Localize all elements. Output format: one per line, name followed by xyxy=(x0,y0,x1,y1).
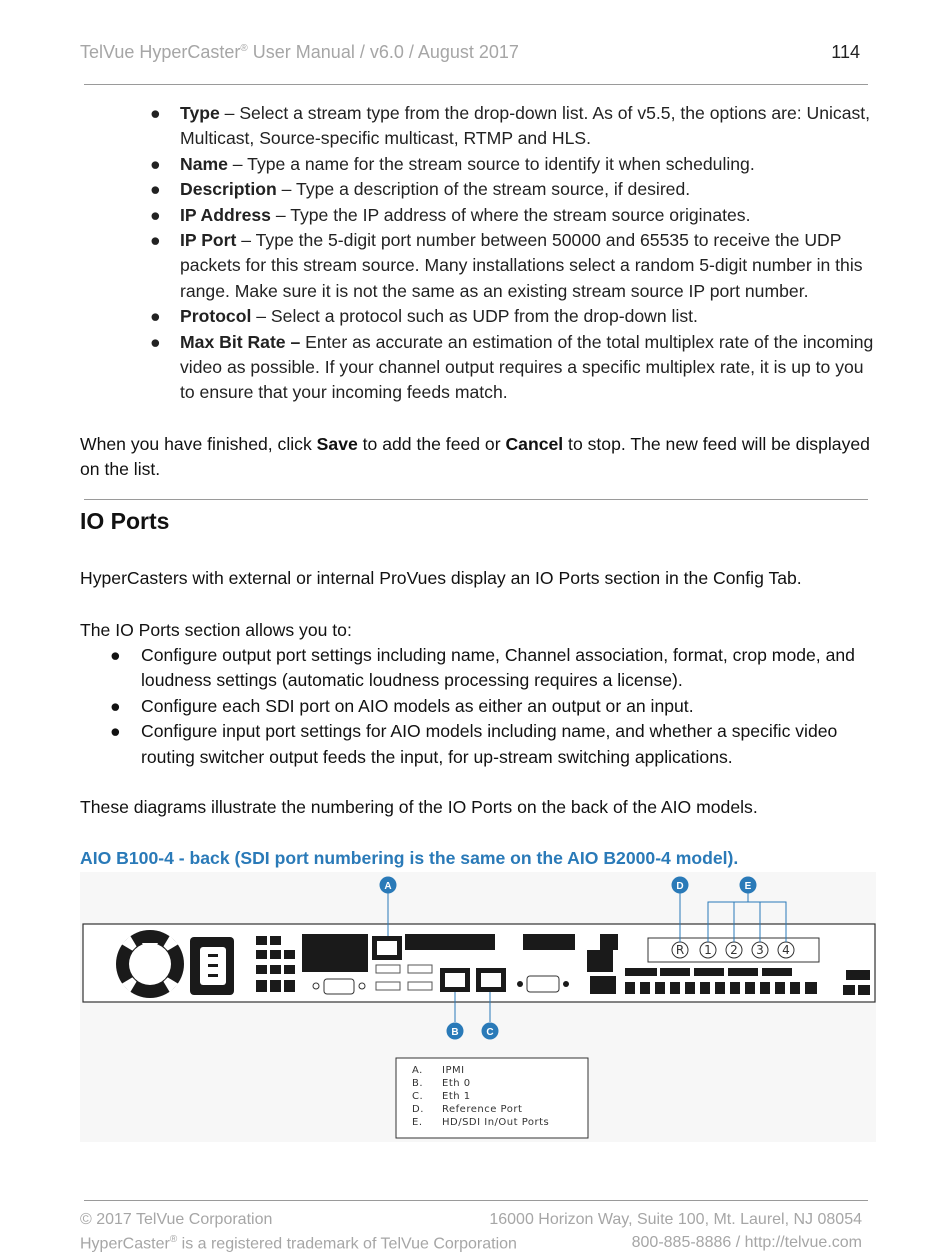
diagram-caption: AIO B100-4 - back (SDI port numbering is the same on the AIO B2000-4 model). xyxy=(80,848,739,868)
port-legend xyxy=(396,1058,588,1138)
list-item: ● Configure each SDI port on AIO models as either an output or an input. xyxy=(110,695,694,716)
legend-label: IPMI xyxy=(442,1065,465,1076)
finish-paragraph: When you have finished, click Save to add the feed or Cancel to stop. The new feed will be displayed on the list. xyxy=(80,434,870,480)
list-item: ● Description – Type a description of the stream source, if desired. xyxy=(150,179,691,200)
section-rule xyxy=(84,499,868,500)
list-item: ● Configure input port settings for AIO models including name, and whether a specific video routing switcher output feeds the input, for up-stream switching applications. xyxy=(110,721,838,767)
ipmi-port-icon xyxy=(372,936,402,960)
section-title: IO Ports xyxy=(80,508,170,534)
sdi-port-label: R xyxy=(675,943,685,957)
list-item: ● IP Address – Type the IP address of where the stream source originates. xyxy=(150,204,751,225)
legend-label: HD/SDI In/Out Ports xyxy=(442,1117,550,1128)
eth1-port-icon xyxy=(476,968,506,992)
legend-letter: E. xyxy=(412,1117,423,1128)
eth0-port-icon xyxy=(440,968,470,992)
fan-icon xyxy=(116,930,184,998)
io-capability-list xyxy=(110,643,880,770)
marker-a: A xyxy=(384,881,392,892)
manual-title: TelVue HyperCaster® User Manual / v6.0 / August 2017 xyxy=(80,42,519,62)
contact-text: 800-885-8886 / http://telvue.com xyxy=(631,1234,862,1251)
list-item: ● IP Port – Type the 5-digit port number between 50000 and 65535 to receive the UDP packets for this stream source. Many installations select a random 5-digit number in this range. Make sure it is not the same as an existing stream source IP port number. xyxy=(150,230,863,301)
allows-paragraph: The IO Ports section allows you to: xyxy=(80,620,352,640)
list-item: ● Name – Type a name for the stream source to identify it when scheduling. xyxy=(150,153,755,174)
legend-letter: D. xyxy=(412,1104,424,1115)
stream-field-list xyxy=(150,101,875,406)
header-rule xyxy=(84,84,868,85)
copyright-text: © 2017 TelVue Corporation xyxy=(80,1211,273,1228)
marker-b: B xyxy=(451,1027,459,1038)
page-number: 114 xyxy=(831,42,860,62)
intro-paragraph: HyperCasters with external or internal ProVues display an IO Ports section in the Config Tab. xyxy=(80,568,802,588)
legend-label: Eth 1 xyxy=(442,1091,471,1102)
sdi-port-label: 3 xyxy=(756,943,764,957)
legend-letter: C. xyxy=(412,1091,424,1102)
marker-e: E xyxy=(744,881,752,892)
list-item: ● Protocol – Select a protocol such as UDP from the drop-down list. xyxy=(150,306,698,327)
legend-letter: B. xyxy=(412,1078,424,1089)
power-inlet-icon xyxy=(190,937,234,995)
legend-label: Eth 0 xyxy=(442,1078,471,1089)
diagrams-paragraph: These diagrams illustrate the numbering of the IO Ports on the back of the AIO models. xyxy=(80,797,758,817)
list-item: ● Max Bit Rate – Enter as accurate an estimation of the total multiplex rate of the incoming video as possible. If your channel output requires a specific multiplex rate, it is up to you to ensure that your incoming feeds match. xyxy=(150,331,874,403)
sdi-port-label: 2 xyxy=(730,943,738,957)
footer-rule xyxy=(84,1200,868,1201)
marker-c: C xyxy=(486,1027,494,1038)
trademark-text: HyperCaster® is a registered trademark of TelVue Corporation xyxy=(80,1234,517,1253)
sdi-port-label: 4 xyxy=(782,943,790,957)
io-ports-diagram xyxy=(80,872,876,1142)
marker-d: D xyxy=(676,881,684,892)
address-text: 16000 Horizon Way, Suite 100, Mt. Laurel, NJ 08054 xyxy=(489,1211,862,1228)
list-item: ● Type – Select a stream type from the drop-down list. As of v5.5, the options are: Unicast, Multicast, Source-specific multicast, RTMP and HLS. xyxy=(150,103,871,149)
sdi-port-label: 1 xyxy=(704,943,712,957)
legend-letter: A. xyxy=(412,1065,423,1076)
legend-label: Reference Port xyxy=(442,1104,523,1115)
page-header xyxy=(80,42,860,68)
list-item: ● Configure output port settings including name, Channel association, format, crop mode, and loudness settings (automatic loudness processing requires a license). xyxy=(110,645,855,691)
back-panel-illustration xyxy=(80,872,876,1142)
